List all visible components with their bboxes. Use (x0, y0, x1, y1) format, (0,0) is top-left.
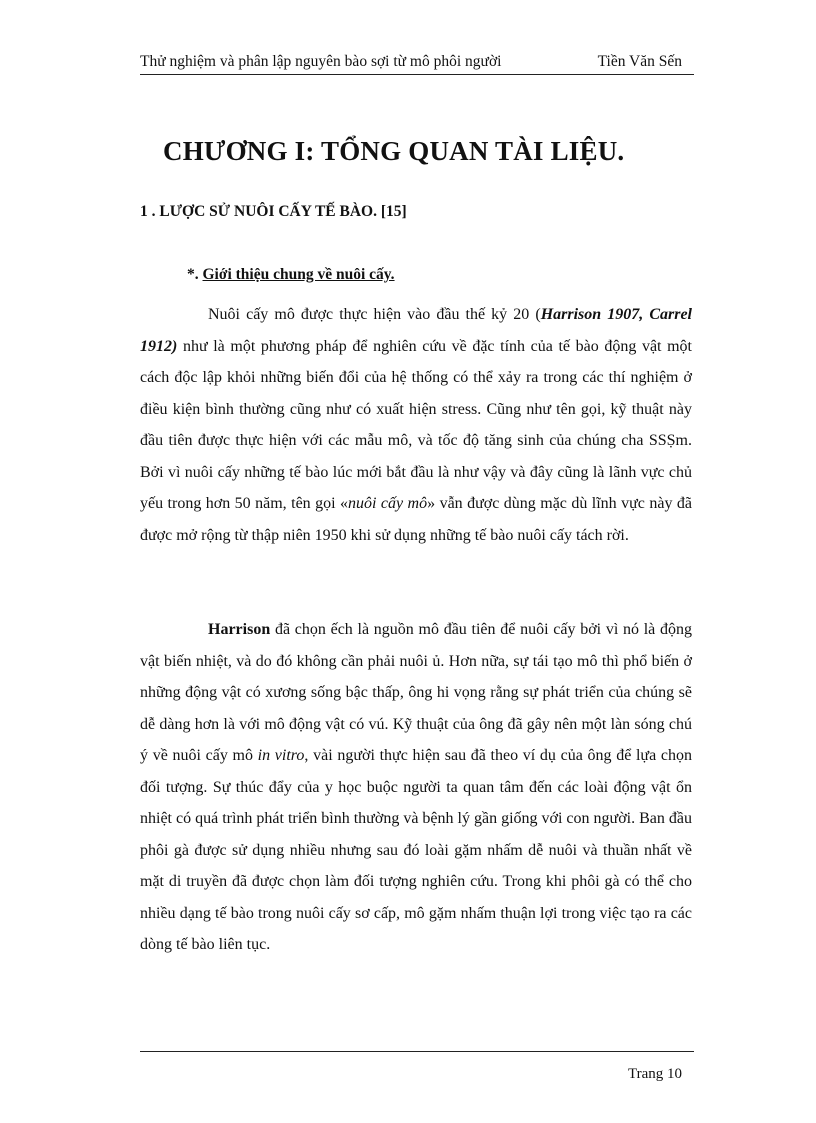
paragraph-2-text-1: đã chọn ếch là nguồn mô đầu tiên để nuôi cấy bởi vì nó là động vật biến nhiệt, và do đó không cần phải nuôi ủ. Hơn nữa, sự tái tạo mô thì phổ biến ở những động vật có xương sống bậc thấp, ông hi vọng rằng sự phát triển của chúng sẽ dễ dàng hơn là với mô động vật có vú. Kỹ thuật của ông đã gây nên một làn sóng chú ý về nuôi cấy mô (140, 621, 692, 764)
paragraph-1-citation: Harrison 1907, Carrel 1912) (140, 306, 693, 355)
section-heading: 1 . LƯỢC SỬ NUÔI CẤY TẾ BÀO. [15] (140, 203, 407, 220)
header-title: Thử nghiệm và phân lập nguyên bào sợi từ mô phôi người (140, 53, 502, 70)
subheading-prefix: *. (187, 266, 203, 283)
page-header (140, 52, 694, 75)
subheading (187, 266, 395, 284)
page-number: Trang 10 (627, 1066, 682, 1082)
paragraph-1-text-1: Nuôi cấy mô được thực hiện vào đầu thế kỷ 20 ( (208, 306, 541, 323)
chapter-title: CHƯƠNG I: TỔNG QUAN TÀI LIỆU. (163, 136, 625, 166)
page-footer (140, 1051, 694, 1082)
paragraph-1 (140, 299, 692, 551)
paragraph-1-text-2: như là một phương pháp để nghiên cứu về đặc tính của tế bào động vật một cách độc lập khỏi những biến đổi của hệ thống có thể xảy ra trong các thí nghiệm ở điều kiện bình thường cũng như có xuất hiện stress. Cũng như tên gọi, kỹ thuật này đầu tiên được thực hiện với các mẫu mô, và tốc độ tăng sinh của chúng cha SSṢm. Bởi vì nuôi cấy những tế bào lúc mới bắt đầu là như vậy và đây cũng là lãnh vực chủ yếu trong hơn 50 năm, tên gọi « (140, 337, 692, 512)
paragraph-1-text-3: » vẫn được dùng mặc dù lĩnh vực này đã được mở rộng từ thập niên 1950 khi sử dụng những tế bào nuôi cấy tách rời. (140, 495, 693, 544)
paragraph-1-term: nuôi cấy mô (348, 495, 428, 512)
paragraph-2 (140, 614, 692, 961)
header-author: Tiền Văn Sến (597, 53, 682, 70)
paragraph-2-text-2: , vài người thực hiện sau đã theo ví dụ của ông để lựa chọn đối tượng. Sự thúc đẩy của y học buộc người ta quan tâm đến các loài động vật ổn nhiệt có quá trình phát triển bình thường và bệnh lý gần giống với con người. Ban đầu phôi gà được sử dụng nhiều nhưng sau đó loài gặm nhấm dễ nuôi và thuần nhất về mặt di truyền đã được chọn làm đối tượng nghiên cứu. Trong khi phôi gà có thể cho nhiều dạng tế bào trong nuôi cấy sơ cấp, mô gặm nhấm thuận lợi trong việc tạo ra các dòng tế bào liên tục. (140, 747, 692, 953)
subheading-text: Giới thiệu chung về nuôi cấy. (202, 266, 395, 283)
paragraph-2-term: in vitro (257, 747, 305, 764)
paragraph-2-name: Harrison (208, 621, 271, 638)
